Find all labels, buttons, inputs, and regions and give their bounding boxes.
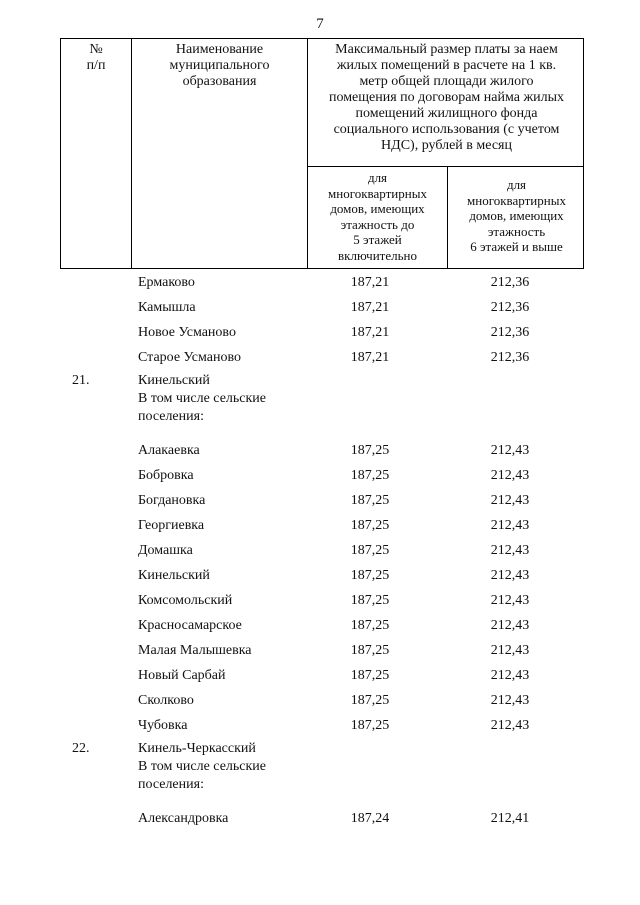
value-up-to-5-floors: 187,25 [350, 618, 390, 633]
district-subheading: В том числе сельские поселения: [138, 759, 267, 792]
value-6-floors-and-above: 212,43 [490, 718, 530, 733]
value-6-floors-and-above: 212,43 [490, 493, 530, 508]
header-6-floors-and-above: для многоквартирных домов, имеющих этажность 6 этажей и выше [467, 177, 566, 254]
value-6-floors-and-above: 212,36 [490, 300, 530, 315]
value-6-floors-and-above: 212,43 [490, 593, 530, 608]
value-6-floors-and-above: 212,43 [490, 643, 530, 658]
value-up-to-5-floors: 187,25 [350, 593, 390, 608]
district-name: Кинельский [138, 373, 210, 388]
value-up-to-5-floors: 187,25 [350, 443, 390, 458]
value-up-to-5-floors: 187,21 [350, 350, 390, 365]
value-up-to-5-floors: 187,25 [350, 668, 390, 683]
table-row [0, 297, 640, 319]
value-up-to-5-floors: 187,21 [350, 325, 390, 340]
value-6-floors-and-above: 212,43 [490, 568, 530, 583]
value-up-to-5-floors: 187,24 [350, 811, 390, 826]
value-up-to-5-floors: 187,25 [350, 643, 390, 658]
value-6-floors-and-above: 212,36 [490, 350, 530, 365]
settlement-name: Алакаевка [138, 443, 200, 458]
table-row [0, 590, 640, 612]
table-row [0, 347, 640, 369]
value-6-floors-and-above: 212,43 [490, 618, 530, 633]
value-6-floors-and-above: 212,43 [490, 693, 530, 708]
settlement-name: Кинельский [138, 568, 210, 583]
settlement-name: Сколково [138, 693, 194, 708]
table-row [0, 640, 640, 662]
table-row [0, 615, 640, 637]
table-row [0, 440, 640, 462]
value-up-to-5-floors: 187,25 [350, 518, 390, 533]
value-up-to-5-floors: 187,25 [350, 718, 390, 733]
table-row [0, 665, 640, 687]
value-up-to-5-floors: 187,25 [350, 468, 390, 483]
table-row [0, 515, 640, 537]
value-up-to-5-floors: 187,21 [350, 300, 390, 315]
header-max-payment: Максимальный размер платы за наем жилых помещений в расчете на 1 кв. метр общей площади жилого помещения по договорам найма жилых помещений жилищного фонда социального использования (с учетом НДС), рублей в месяц [328, 42, 565, 153]
table-row [0, 565, 640, 587]
settlement-name: Ермаково [138, 275, 195, 290]
value-6-floors-and-above: 212,36 [490, 325, 530, 340]
settlement-name: Новое Усманово [138, 325, 236, 340]
settlement-name: Чубовка [138, 718, 188, 733]
settlement-name: Бобровка [138, 468, 194, 483]
value-up-to-5-floors: 187,25 [350, 493, 390, 508]
value-6-floors-and-above: 212,43 [490, 518, 530, 533]
table-row [0, 490, 640, 512]
table-row [0, 690, 640, 712]
settlement-name: Малая Малышевка [138, 643, 252, 658]
settlement-name: Александровка [138, 811, 229, 826]
settlement-name: Красносамарское [138, 618, 242, 633]
district-number: 22. [72, 741, 90, 756]
settlement-name: Новый Сарбай [138, 668, 226, 683]
value-up-to-5-floors: 187,25 [350, 568, 390, 583]
district-subheading: В том числе сельские поселения: [138, 391, 267, 424]
settlement-name: Домашка [138, 543, 193, 558]
table-row [0, 808, 640, 830]
district-number: 21. [72, 373, 90, 388]
table-row [0, 540, 640, 562]
header-up-to-5-floors: для многоквартирных домов, имеющих этажность до 5 этажей включительно [328, 170, 427, 263]
district-row [0, 738, 640, 760]
settlement-name: Богдановка [138, 493, 206, 508]
value-6-floors-and-above: 212,43 [490, 668, 530, 683]
header-num: № п/п [86, 42, 106, 73]
table-row [0, 322, 640, 344]
settlement-name: Камышла [138, 300, 196, 315]
value-up-to-5-floors: 187,21 [350, 275, 390, 290]
page-number: 7 [316, 16, 324, 32]
table-row [0, 272, 640, 294]
table-row [0, 465, 640, 487]
value-6-floors-and-above: 212,43 [490, 468, 530, 483]
settlement-name: Георгиевка [138, 518, 205, 533]
settlement-name: Комсомольский [138, 593, 233, 608]
header-name: Наименование муниципального образования [169, 42, 270, 89]
value-6-floors-and-above: 212,43 [490, 443, 530, 458]
district-row [0, 370, 640, 392]
value-6-floors-and-above: 212,36 [490, 275, 530, 290]
table-row [0, 715, 640, 737]
value-6-floors-and-above: 212,41 [490, 811, 530, 826]
district-name: Кинель-Черкасский [138, 741, 256, 756]
table-header [60, 38, 584, 269]
value-up-to-5-floors: 187,25 [350, 693, 390, 708]
value-up-to-5-floors: 187,25 [350, 543, 390, 558]
value-6-floors-and-above: 212,43 [490, 543, 530, 558]
settlement-name: Старое Усманово [138, 350, 241, 365]
